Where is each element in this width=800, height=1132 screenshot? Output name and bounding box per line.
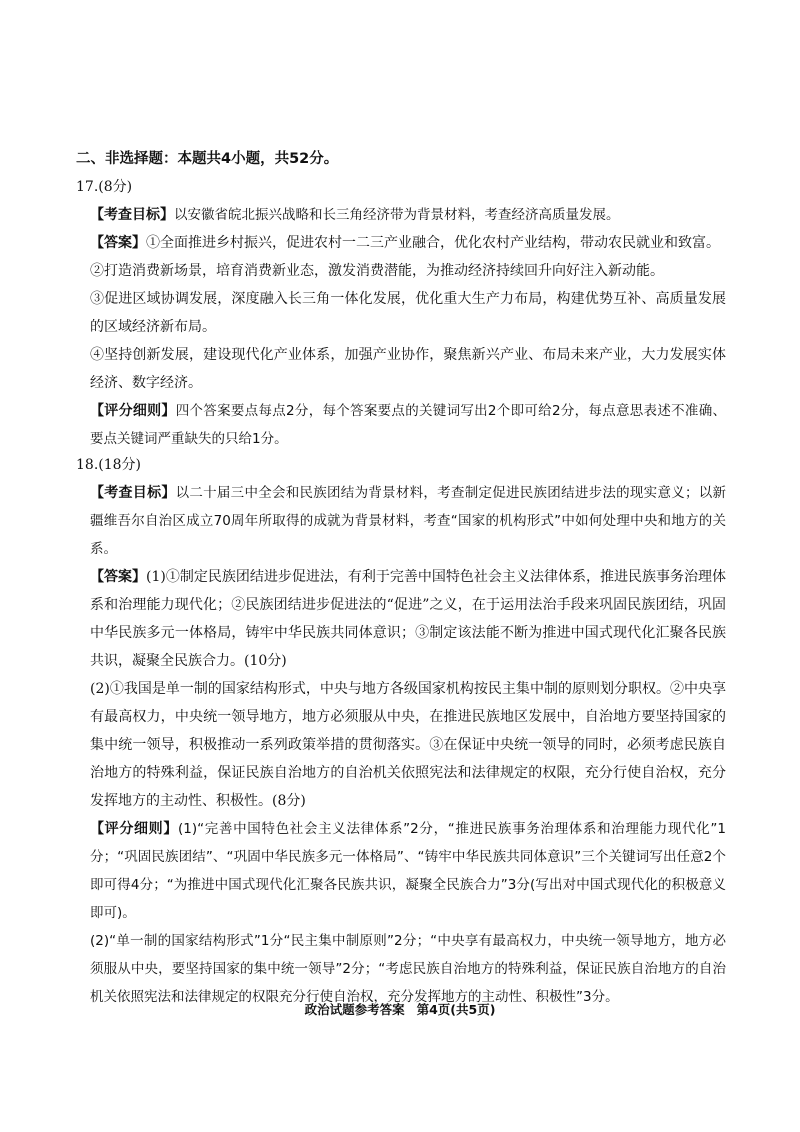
- question-18: [76, 451, 726, 1011]
- page-footer: [0, 1000, 800, 1018]
- footer-doc-title: 政治试题参考答案: [304, 1002, 405, 1017]
- q18-answer-1: [90, 563, 726, 675]
- q18-goal: [90, 479, 726, 563]
- q17-rubric-label: 【评分细则】: [90, 403, 176, 419]
- q17-goal-label: 【考查目标】: [90, 207, 174, 223]
- q18-rubric-2: (2)“单一制的国家结构形式”1分“民主集中制原则”2分；“中央享有最高权力，中央统一领导地方，地方必须服从中央，要坚持国家的集中统一领导”2分；“考虑民族自治地方的特殊利益，保证民族自治地方的自治机关依照宪法和法律规定的权限充分行使自治权，充分发挥地方的主动性、积极性”3分。: [90, 933, 726, 1005]
- footer-page-number: 第4页(共5页): [416, 1002, 496, 1017]
- q18-rubric-label: 【评分细则】: [90, 821, 179, 837]
- q17-answer-1: [90, 229, 726, 257]
- q17-rubric-text: 四个答案要点每点2分，每个答案要点的关键词写出2个即可给2分，每点意思表述不准确、要点关键词严重缺失的只给1分。: [90, 403, 726, 447]
- q17-rubric: [90, 397, 726, 453]
- q17-answer-3: ③促进区域协调发展，深度融入长三角一体化发展，优化重大生产力布局，构建优势互补、高质量发展的区域经济新布局。: [90, 291, 726, 335]
- q18-goal-text: 以二十届三中全会和民族团结为背景材料，考查制定促进民族团结进步法的现实意义；以新疆维吾尔自治区成立70周年所取得的成就为背景材料，考查“国家的机构形式”中如何处理中央和地方的关系。: [90, 485, 727, 557]
- q17-answer-4: ④坚持创新发展，建设现代化产业体系，加强产业协作，聚焦新兴产业、布局未来产业，大力发展实体经济、数字经济。: [90, 347, 726, 391]
- q18-answer-1-text: (1)①制定民族团结进步促进法，有利于完善中国特色社会主义法律体系，推进民族事务治理体系和治理能力现代化；②民族团结进步促进法的“促进”之义，在于运用法治手段来巩固民族团结，巩固中华民族多元一体格局，铸牢中华民族共同体意识；③制定该法能不断为推进中国式现代化汇聚各民族共识，凝聚全民族合力。(10分): [90, 569, 726, 669]
- q17-goal: [90, 201, 726, 229]
- q18-rubric-1: [90, 815, 726, 927]
- question-18-head: 18.(18分): [76, 457, 142, 473]
- q17-answer-1-text: ①全面推进乡村振兴，促进农村一二三产业融合，优化农村产业结构，带动农民就业和致富。: [146, 235, 720, 251]
- question-17: [76, 173, 726, 453]
- q18-rubric-1-text: (1)“完善中国特色社会主义法律体系”2分，“推进民族事务治理体系和治理能力现代化”1分；“巩固民族团结”、“巩固中华民族多元一体格局”、“铸牢中华民族共同体意识”三个关键词写出任意2个即可得4分；“为推进中国式现代化汇聚各民族共识，凝聚全民族合力”3分(写出对中国式现代化的积极意义即可)。: [90, 821, 727, 921]
- q18-answer-2: (2)①我国是单一制的国家结构形式，中央与地方各级国家机构按民主集中制的原则划分职权。②中央享有最高权力，中央统一领导地方，地方必须服从中央，在推进民族地区发展中，自治地方要坚持国家的集中统一领导，积极推动一系列政策举措的贯彻落实。③在保证中央统一领导的同时，必须考虑民族自治地方的特殊利益，保证民族自治地方的自治机关依照宪法和法律规定的权限，充分行使自治权，充分发挥地方的主动性、积极性。(8分): [90, 681, 726, 809]
- q17-goal-text: 以安徽省皖北振兴战略和长三角经济带为背景材料，考查经济高质量发展。: [174, 207, 620, 223]
- question-17-head: 17.(8分): [76, 179, 133, 195]
- q17-answer-label: 【答案】: [90, 235, 146, 251]
- q17-answer-2: ②打造消费新场景，培育消费新业态，激发消费潜能，为推动经济持续回升向好注入新动能。: [90, 263, 664, 279]
- q18-answer-label: 【答案】: [90, 569, 147, 585]
- q18-goal-label: 【考查目标】: [90, 485, 176, 501]
- section-title: 二、非选择题：本题共4小题，共52分。: [76, 151, 339, 167]
